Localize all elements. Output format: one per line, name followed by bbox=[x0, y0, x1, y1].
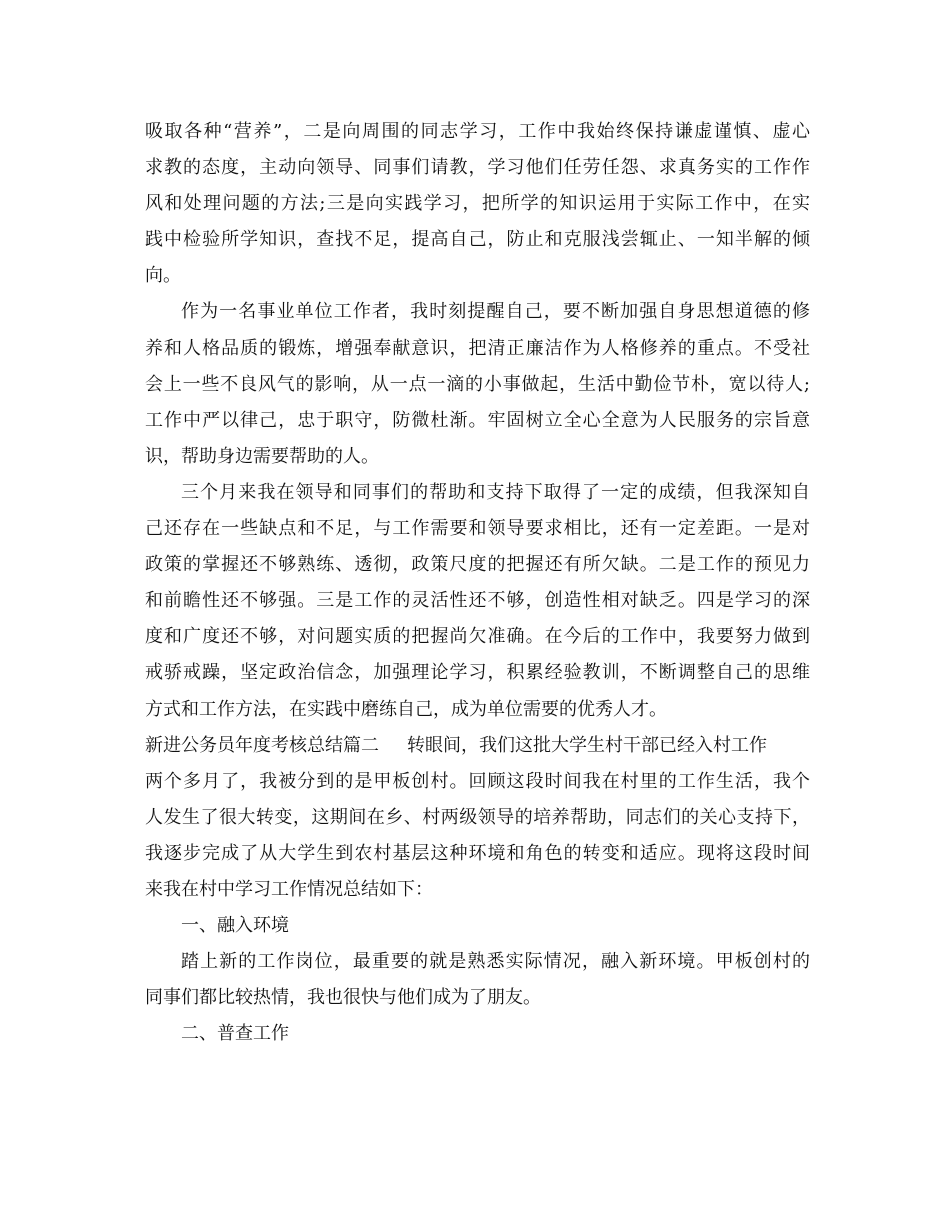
paragraph-line: 戒骄戒躁，坚定政治信念，加强理论学习，积累经验教训，不断调整自己的思维 bbox=[145, 662, 810, 684]
paragraph-line: 我逐步完成了从大学生到农村基层这种环境和角色的转变和适应。现将这段时间 bbox=[145, 842, 810, 864]
paragraph-line: 识，帮助身边需要帮助的人。 bbox=[145, 445, 379, 467]
paragraph-line: 同事们都比较热情，我也很快与他们成为了朋友。 bbox=[145, 987, 541, 1009]
paragraph-line: 会上一些不良风气的影响，从一点一滴的小事做起，生活中勤俭节朴，宽以待人; bbox=[145, 373, 810, 395]
paragraph-line: 方式和工作方法，在实践中磨练自己，成为单位需要的优秀人才。 bbox=[145, 698, 667, 720]
paragraph-line: 和前瞻性还不够强。三是工作的灵活性还不够，创造性相对缺乏。四是学习的深 bbox=[145, 590, 810, 612]
subsection-heading: 二、普查工作 bbox=[181, 1023, 289, 1045]
paragraph-line: 己还存在一些缺点和不足，与工作需要和领导要求相比，还有一定差距。一是对 bbox=[145, 518, 810, 540]
paragraph-line: 求教的态度，主动向领导、同事们请教，学习他们任劳任怨、求真务实的工作作 bbox=[145, 157, 810, 179]
document-body bbox=[145, 114, 810, 1052]
section-heading-line bbox=[145, 728, 810, 764]
paragraph-line: 度和广度还不够，对问题实质的把握尚欠准确。在今后的工作中，我要努力做到 bbox=[145, 626, 810, 648]
paragraph-line: 养和人格品质的锻炼，增强奉献意识，把清正廉洁作为人格修养的重点。不受社 bbox=[145, 337, 810, 359]
paragraph-line: 来我在村中学习工作情况总结如下： bbox=[145, 878, 433, 900]
paragraph-line: 吸取各种“营养”，二是向周围的同志学习，工作中我始终保持谦虚谨慎、虚心 bbox=[145, 121, 810, 142]
paragraph-line: 政策的掌握还不够熟练、透彻，政策尺度的把握还有所欠缺。二是工作的预见力 bbox=[145, 554, 810, 576]
section-title: 新进公务员年度考核总结篇二 bbox=[145, 734, 379, 756]
paragraph-line: 三个月来我在领导和同事们的帮助和支持下取得了一定的成绩，但我深知自 bbox=[181, 481, 810, 503]
paragraph-line: 风和处理问题的方法;三是向实践学习，把所学的知识运用于实际工作中，在实 bbox=[145, 193, 810, 215]
paragraph-line: 人发生了很大转变，这期间在乡、村两级领导的培养帮助，同志们的关心支持下， bbox=[145, 806, 810, 828]
paragraph-line: 工作中严以律己，忠于职守，防微杜渐。牢固树立全心全意为人民服务的宗旨意 bbox=[145, 409, 810, 431]
paragraph-line: 转眼间，我们这批大学生村干部已经入村工作 bbox=[407, 734, 767, 756]
paragraph-line: 向。 bbox=[145, 265, 181, 287]
paragraph-line: 踏上新的工作岗位，最重要的就是熟悉实际情况，融入新环境。甲板创村的 bbox=[181, 951, 810, 973]
subsection-heading: 一、融入环境 bbox=[181, 915, 289, 937]
paragraph-line: 践中检验所学知识，查找不足，提高自己，防止和克服浅尝辄止、一知半解的倾 bbox=[145, 229, 810, 251]
paragraph-line: 作为一名事业单位工作者，我时刻提醒自己，要不断加强自身思想道德的修 bbox=[181, 301, 810, 323]
paragraph-line: 两个多月了，我被分到的是甲板创村。回顾这段时间我在村里的工作生活，我个 bbox=[145, 770, 810, 792]
